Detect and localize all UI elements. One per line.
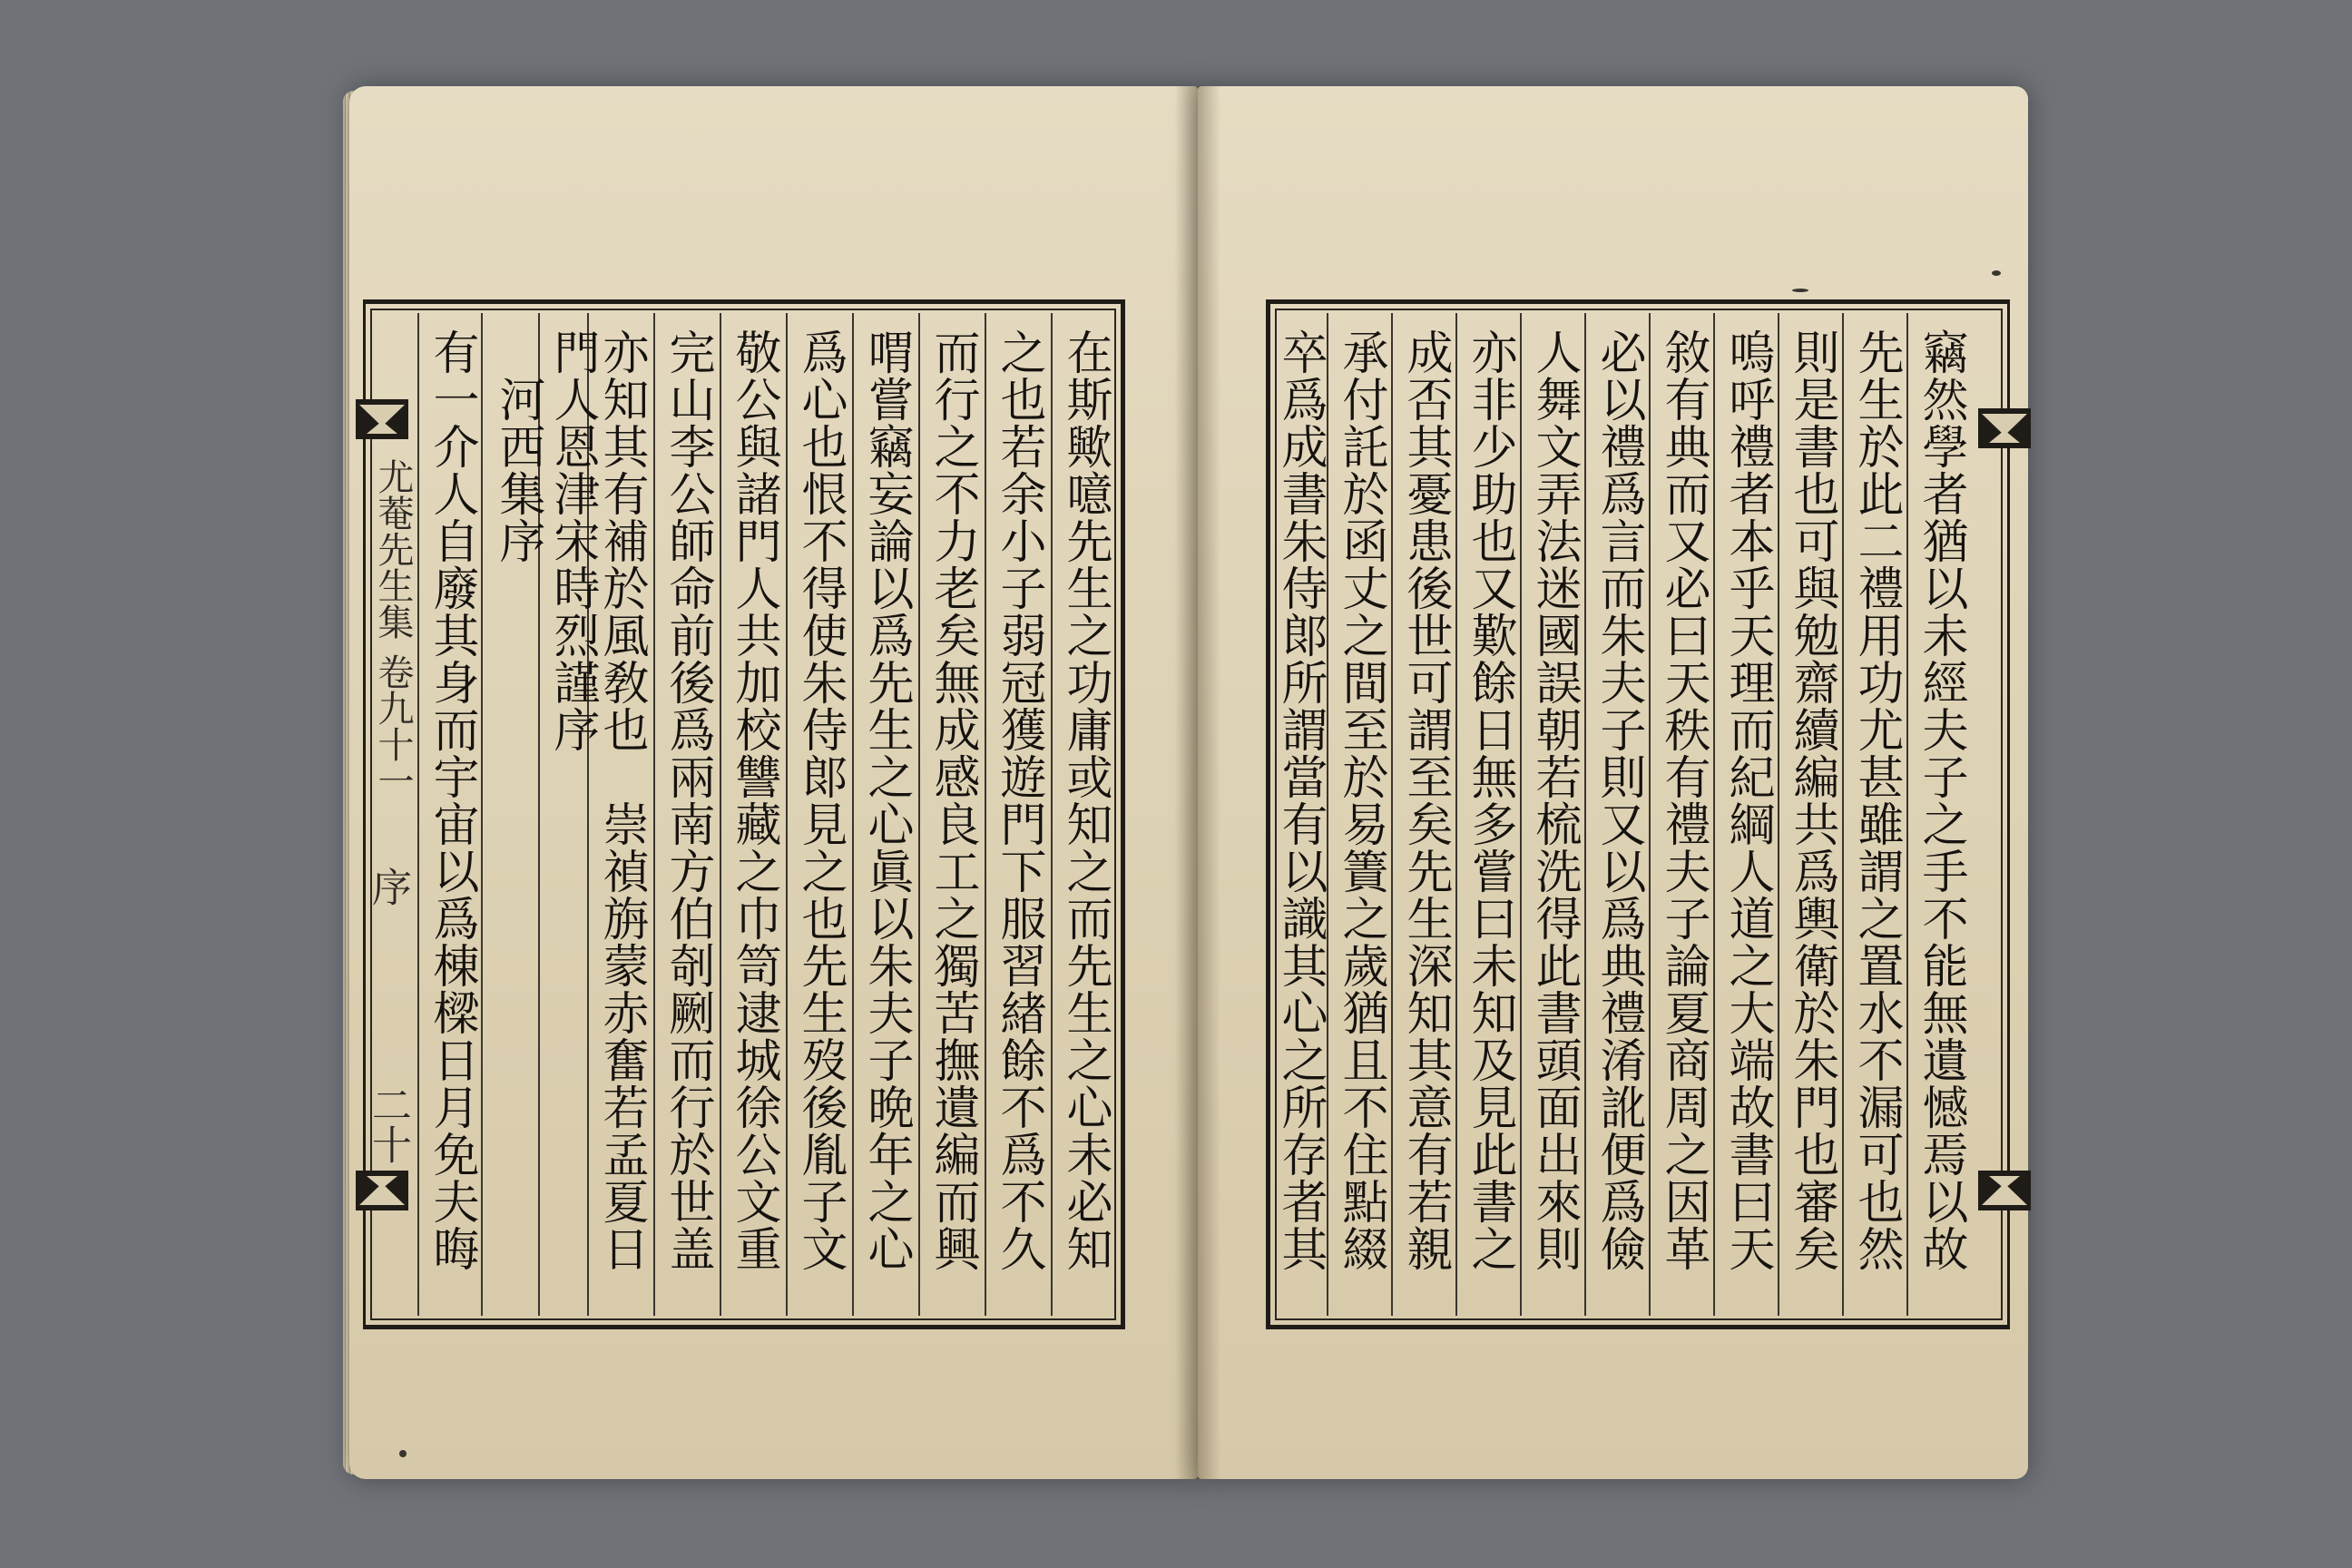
right-text-column: 承付託於函丈之間至於易簀之歲猶且不住點綴 bbox=[1334, 328, 1387, 1272]
column-rule bbox=[1327, 313, 1328, 1316]
column-rule bbox=[1713, 313, 1715, 1316]
column-rule bbox=[481, 313, 483, 1316]
left-text-column: 而行之不力老矣無成感良工之獨苦撫遺編而興 bbox=[926, 328, 979, 1272]
preface-heading: 河西集序 bbox=[491, 328, 544, 564]
column-rule bbox=[1051, 313, 1053, 1316]
column-rule bbox=[1778, 313, 1779, 1316]
column-rule bbox=[1391, 313, 1393, 1316]
right-text-column: 敘有典而又必曰天秩有禮夫子論夏商周之因革 bbox=[1656, 328, 1710, 1272]
ink-speck bbox=[1792, 289, 1808, 292]
left-text-column: 亦知其有補於風敎也 崇禎旃蒙赤奮若孟夏日 bbox=[594, 328, 648, 1272]
ink-speck bbox=[399, 1450, 407, 1457]
ink-speck bbox=[1992, 270, 2001, 276]
column-rule bbox=[1906, 313, 1908, 1316]
right-text-column: 成否其憂患後世可謂至矣先生深知其意有若親 bbox=[1398, 328, 1452, 1272]
right-text-column: 人舞文弄法迷國誤朝若梳洗得此書頭面出來則 bbox=[1527, 328, 1581, 1272]
book-gutter bbox=[1175, 86, 1220, 1479]
left-text-column: 門人恩津宋時烈謹序 bbox=[545, 328, 599, 753]
fold-section-label: 序 bbox=[365, 867, 411, 906]
right-edge-top-ornament bbox=[1978, 408, 2031, 448]
left-text-column: 之也若余小子弱冠獲遊門下服習緖餘不爲不久 bbox=[992, 328, 1045, 1272]
fold-volume-number: 卷九十一 bbox=[372, 653, 414, 799]
right-text-column: 先生於此二禮用功尤甚雖謂之置水不漏可也然 bbox=[1849, 328, 1903, 1272]
right-text-column: 嗚呼禮者本乎天理而紀綱人道之大端故書曰天 bbox=[1720, 328, 1774, 1272]
column-rule bbox=[918, 313, 920, 1316]
right-text-column: 卒爲成書朱侍郞所謂當有以識其心之所存者其 bbox=[1273, 328, 1327, 1272]
column-rule bbox=[1842, 313, 1844, 1316]
column-rule bbox=[720, 313, 721, 1316]
column-rule bbox=[852, 313, 854, 1316]
column-rule bbox=[1520, 313, 1522, 1316]
left-text-column: 敬公與諸門人共加校讐藏之巾笥逮城徐公文重 bbox=[727, 328, 780, 1272]
column-rule bbox=[1584, 313, 1586, 1316]
left-text-column: 在斯歟噫先生之功庸或知之而先生之心未必知 bbox=[1058, 328, 1112, 1272]
right-text-column: 則是書也可與勉齋續編共爲輿衛於朱門也審矣 bbox=[1785, 328, 1838, 1272]
left-text-column: 爲心也恨不得使朱侍郞見之也先生歿後胤子文 bbox=[793, 328, 847, 1272]
right-edge-bottom-ornament bbox=[1978, 1171, 2031, 1210]
column-rule bbox=[985, 313, 986, 1316]
fish-tail-top-ornament bbox=[356, 399, 408, 439]
column-rule bbox=[1649, 313, 1651, 1316]
left-text-column: 喟嘗竊妄論以爲先生之心眞以朱夫子晩年之心 bbox=[859, 328, 913, 1272]
column-rule bbox=[786, 313, 788, 1316]
left-text-column: 完山李公師命前後爲兩南方伯剞劂而行於世盖 bbox=[661, 328, 714, 1272]
fold-book-title: 尤菴先生集 bbox=[372, 458, 414, 640]
column-rule bbox=[1455, 313, 1457, 1316]
right-text-column: 竊然學者猶以未經夫子之手不能無遺憾焉以故 bbox=[1914, 328, 1967, 1272]
left-text-column: 有一介人自廢其身而宇宙以爲棟樑日月免夫晦 bbox=[425, 328, 478, 1272]
column-rule bbox=[653, 313, 655, 1316]
column-rule bbox=[417, 313, 419, 1316]
right-text-column: 必以禮爲言而朱夫子則又以爲典禮淆訛便爲儉 bbox=[1592, 328, 1645, 1272]
right-text-column: 亦非少助也又歎餘日無多嘗曰未知及見此書之 bbox=[1463, 328, 1516, 1272]
fold-page-number: 二十 bbox=[365, 1084, 411, 1164]
